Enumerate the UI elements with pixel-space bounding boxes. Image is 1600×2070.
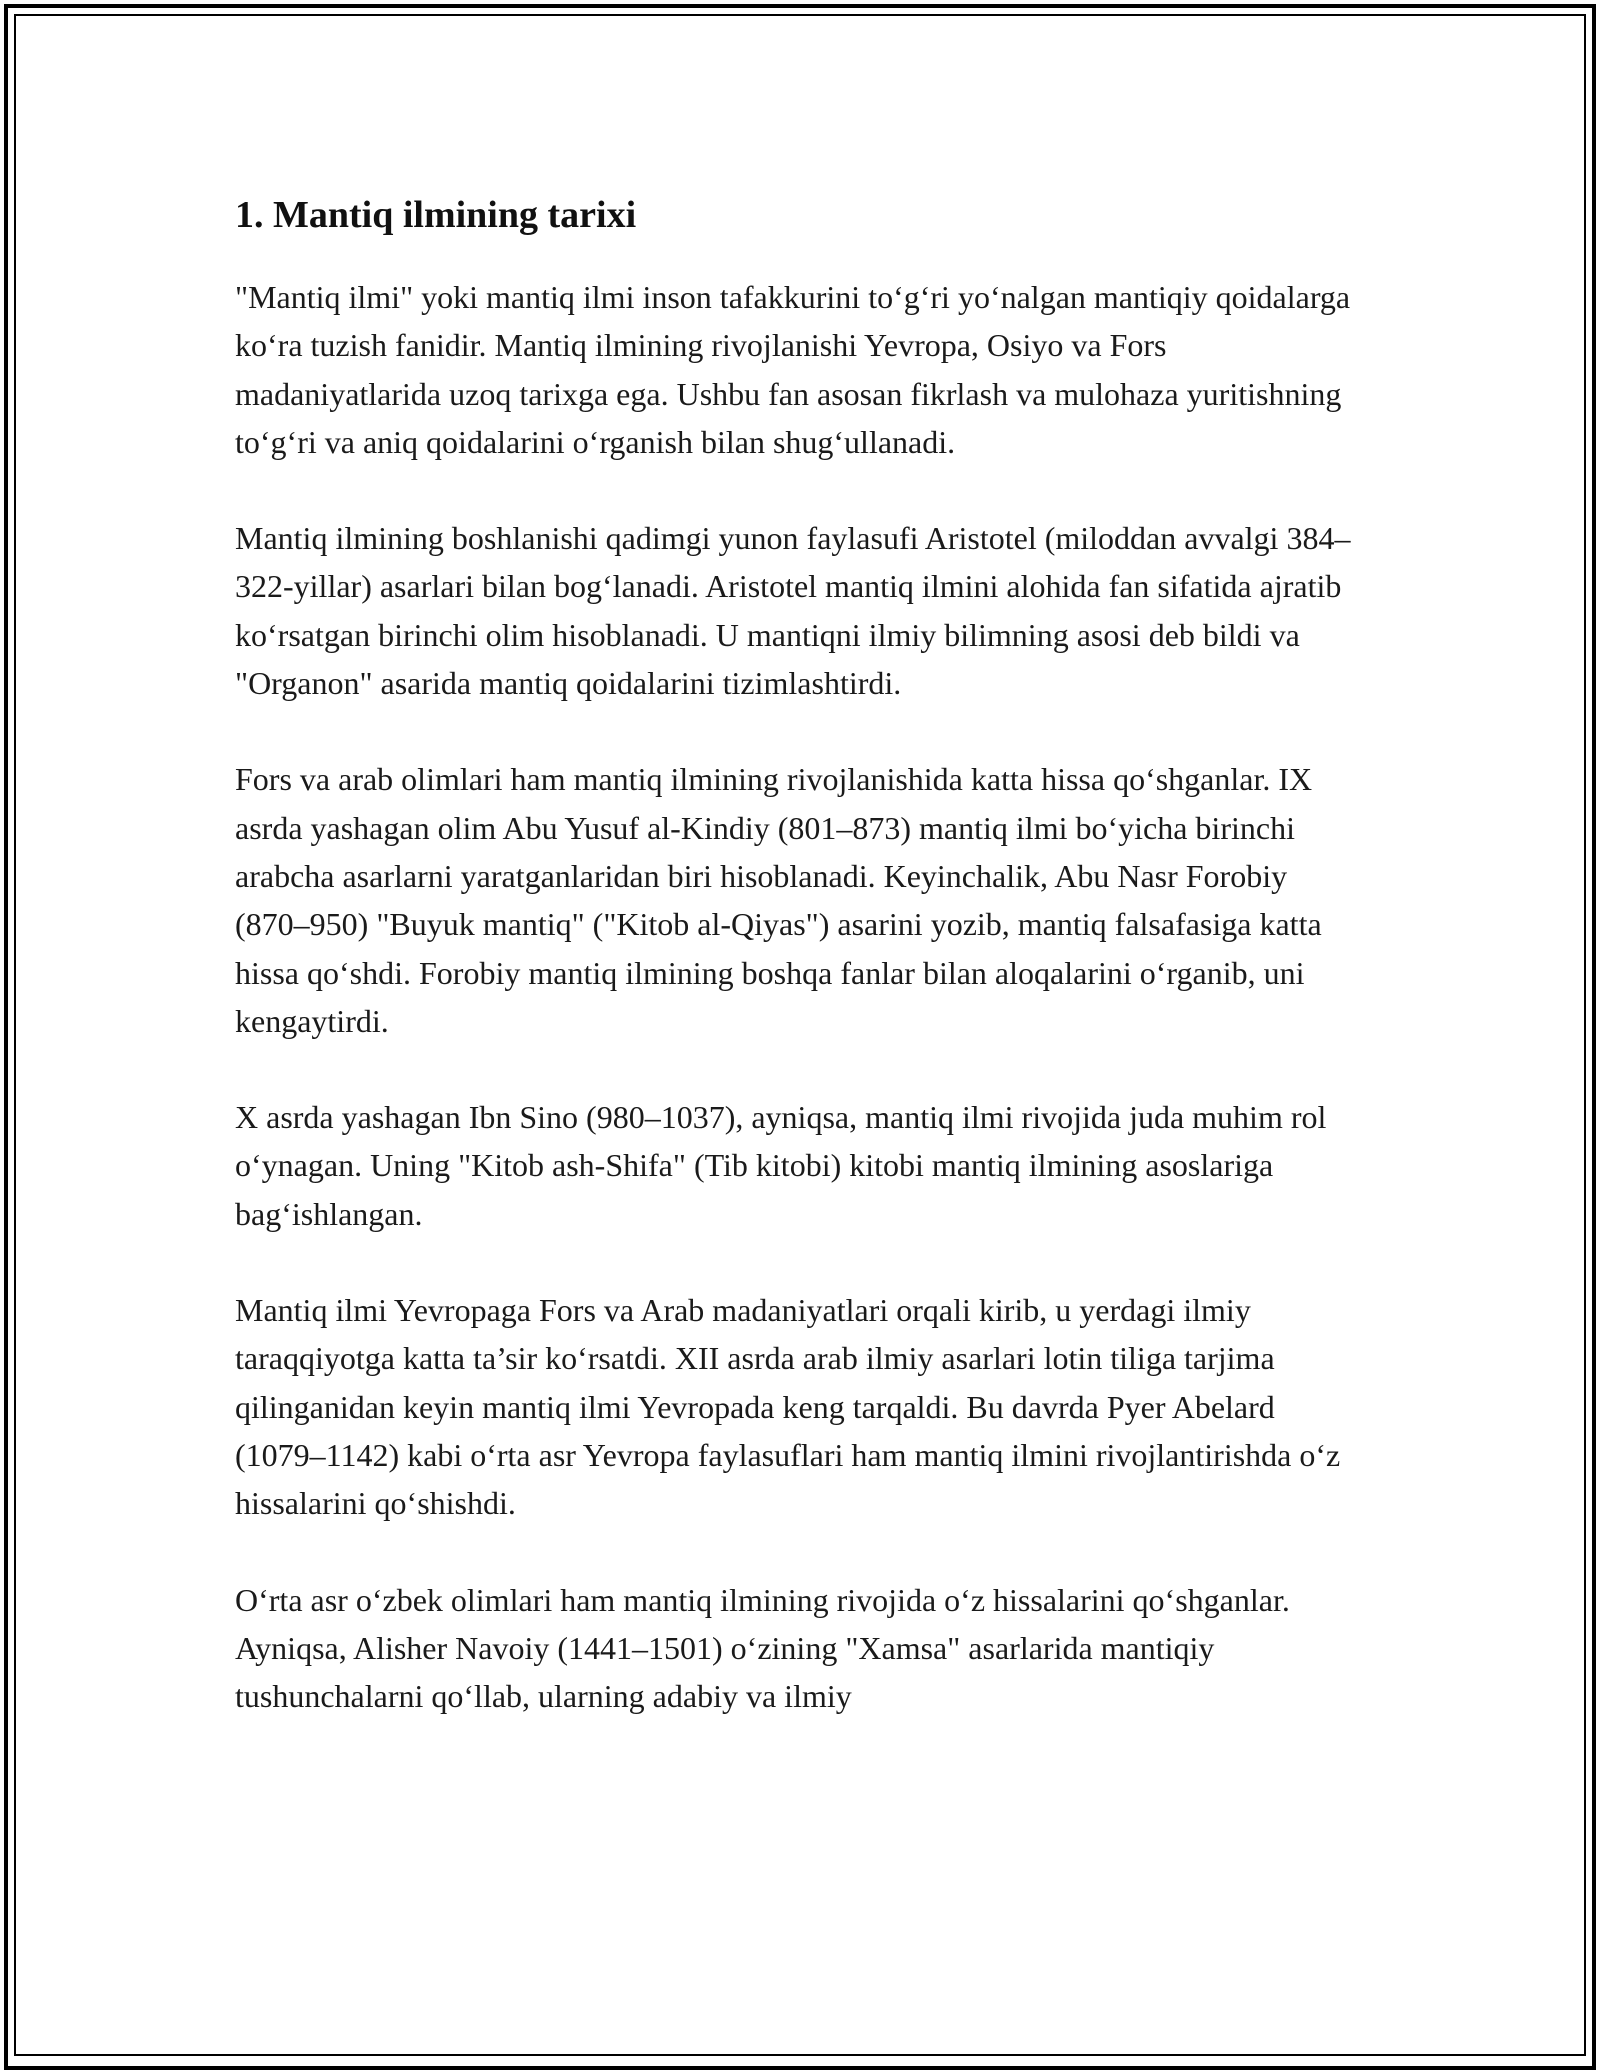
- document-body: [235, 187, 1365, 1720]
- paragraph-6: O‘rta asr o‘zbek olimlari ham mantiq ilmining rivojida o‘z hissalarini qo‘shganlar. Ayniqsa, Alisher Navoiy (1441–1501) o‘zining "Xamsa" asarlarida mantiqiy tushunchalarni qo‘llab, ularning adabiy va ilmiy: [235, 1581, 1290, 1715]
- paragraph-3: Fors va arab olimlari ham mantiq ilmining rivojlanishida katta hissa qo‘shganlar. IX asrda yashagan olim Abu Yusuf al-Kindiy (801–873) mantiq ilmi bo‘yicha birinchi arabcha asarlarni yaratganlaridan biri hisoblanadi. Keyinchalik, Abu Nasr Forobiy (870–950) "Buyuk mantiq" ("Kitob al-Qiyas") asarini yozib, mantiq falsafasiga katta hissa qo‘shdi. Forobiy mantiq ilmining boshqa fanlar bilan aloqalarini o‘rganib, uni kengaytirdi.: [235, 761, 1322, 1039]
- page-title: 1. Mantiq ilmining tarixi: [235, 194, 637, 236]
- paragraph-4: X asrda yashagan Ibn Sino (980–1037), ayniqsa, mantiq ilmi rivojida juda muhim rol o‘ynagan. Uning "Kitob ash-Shifa" (Tib kitobi) kitobi mantiq ilmining asoslariga bag‘ishlangan.: [235, 1099, 1327, 1232]
- paragraph-5: Mantiq ilmi Yevropaga Fors va Arab madaniyatlari orqali kirib, u yerdagi ilmiy taraqqiyotga katta ta’sir ko‘rsatdi. XII asrda arab ilmiy asarlari lotin tiliga tarjima qilinganidan keyin mantiq ilmi Yevropada keng tarqaldi. Bu davrda Pyer Abelard (1079–1142) kabi o‘rta asr Yevropa faylasuflari ham mantiq ilmini rivojlantirishda o‘z hissalarini qo‘shishdi.: [235, 1292, 1341, 1522]
- paragraph-2: Mantiq ilmining boshlanishi qadimgi yunon faylasufi Aristotel (miloddan avvalgi 384–322-yillar) asarlari bilan bog‘lanadi. Aristotel mantiq ilmini alohida fan sifatida ajratib ko‘rsatgan birinchi olim hisoblanadi. U mantiqni ilmiy bilimning asosi deb bildi va "Organon" asarida mantiq qoidalarini tizimlashtirdi.: [235, 520, 1351, 702]
- paragraph-1: "Mantiq ilmi" yoki mantiq ilmi inson tafakkurini to‘g‘ri yo‘nalgan mantiqiy qoidalarga ko‘ra tuzish fanidir. Mantiq ilmining rivojlanishi Yevropa, Osiyo va Fors madaniyatlarida uzoq tarixga ega. Ushbu fan asosan fikrlash va mulohaza yuritishning to‘g‘ri va aniq qoidalarini o‘rganish bilan shug‘ullanadi.: [235, 279, 1351, 460]
